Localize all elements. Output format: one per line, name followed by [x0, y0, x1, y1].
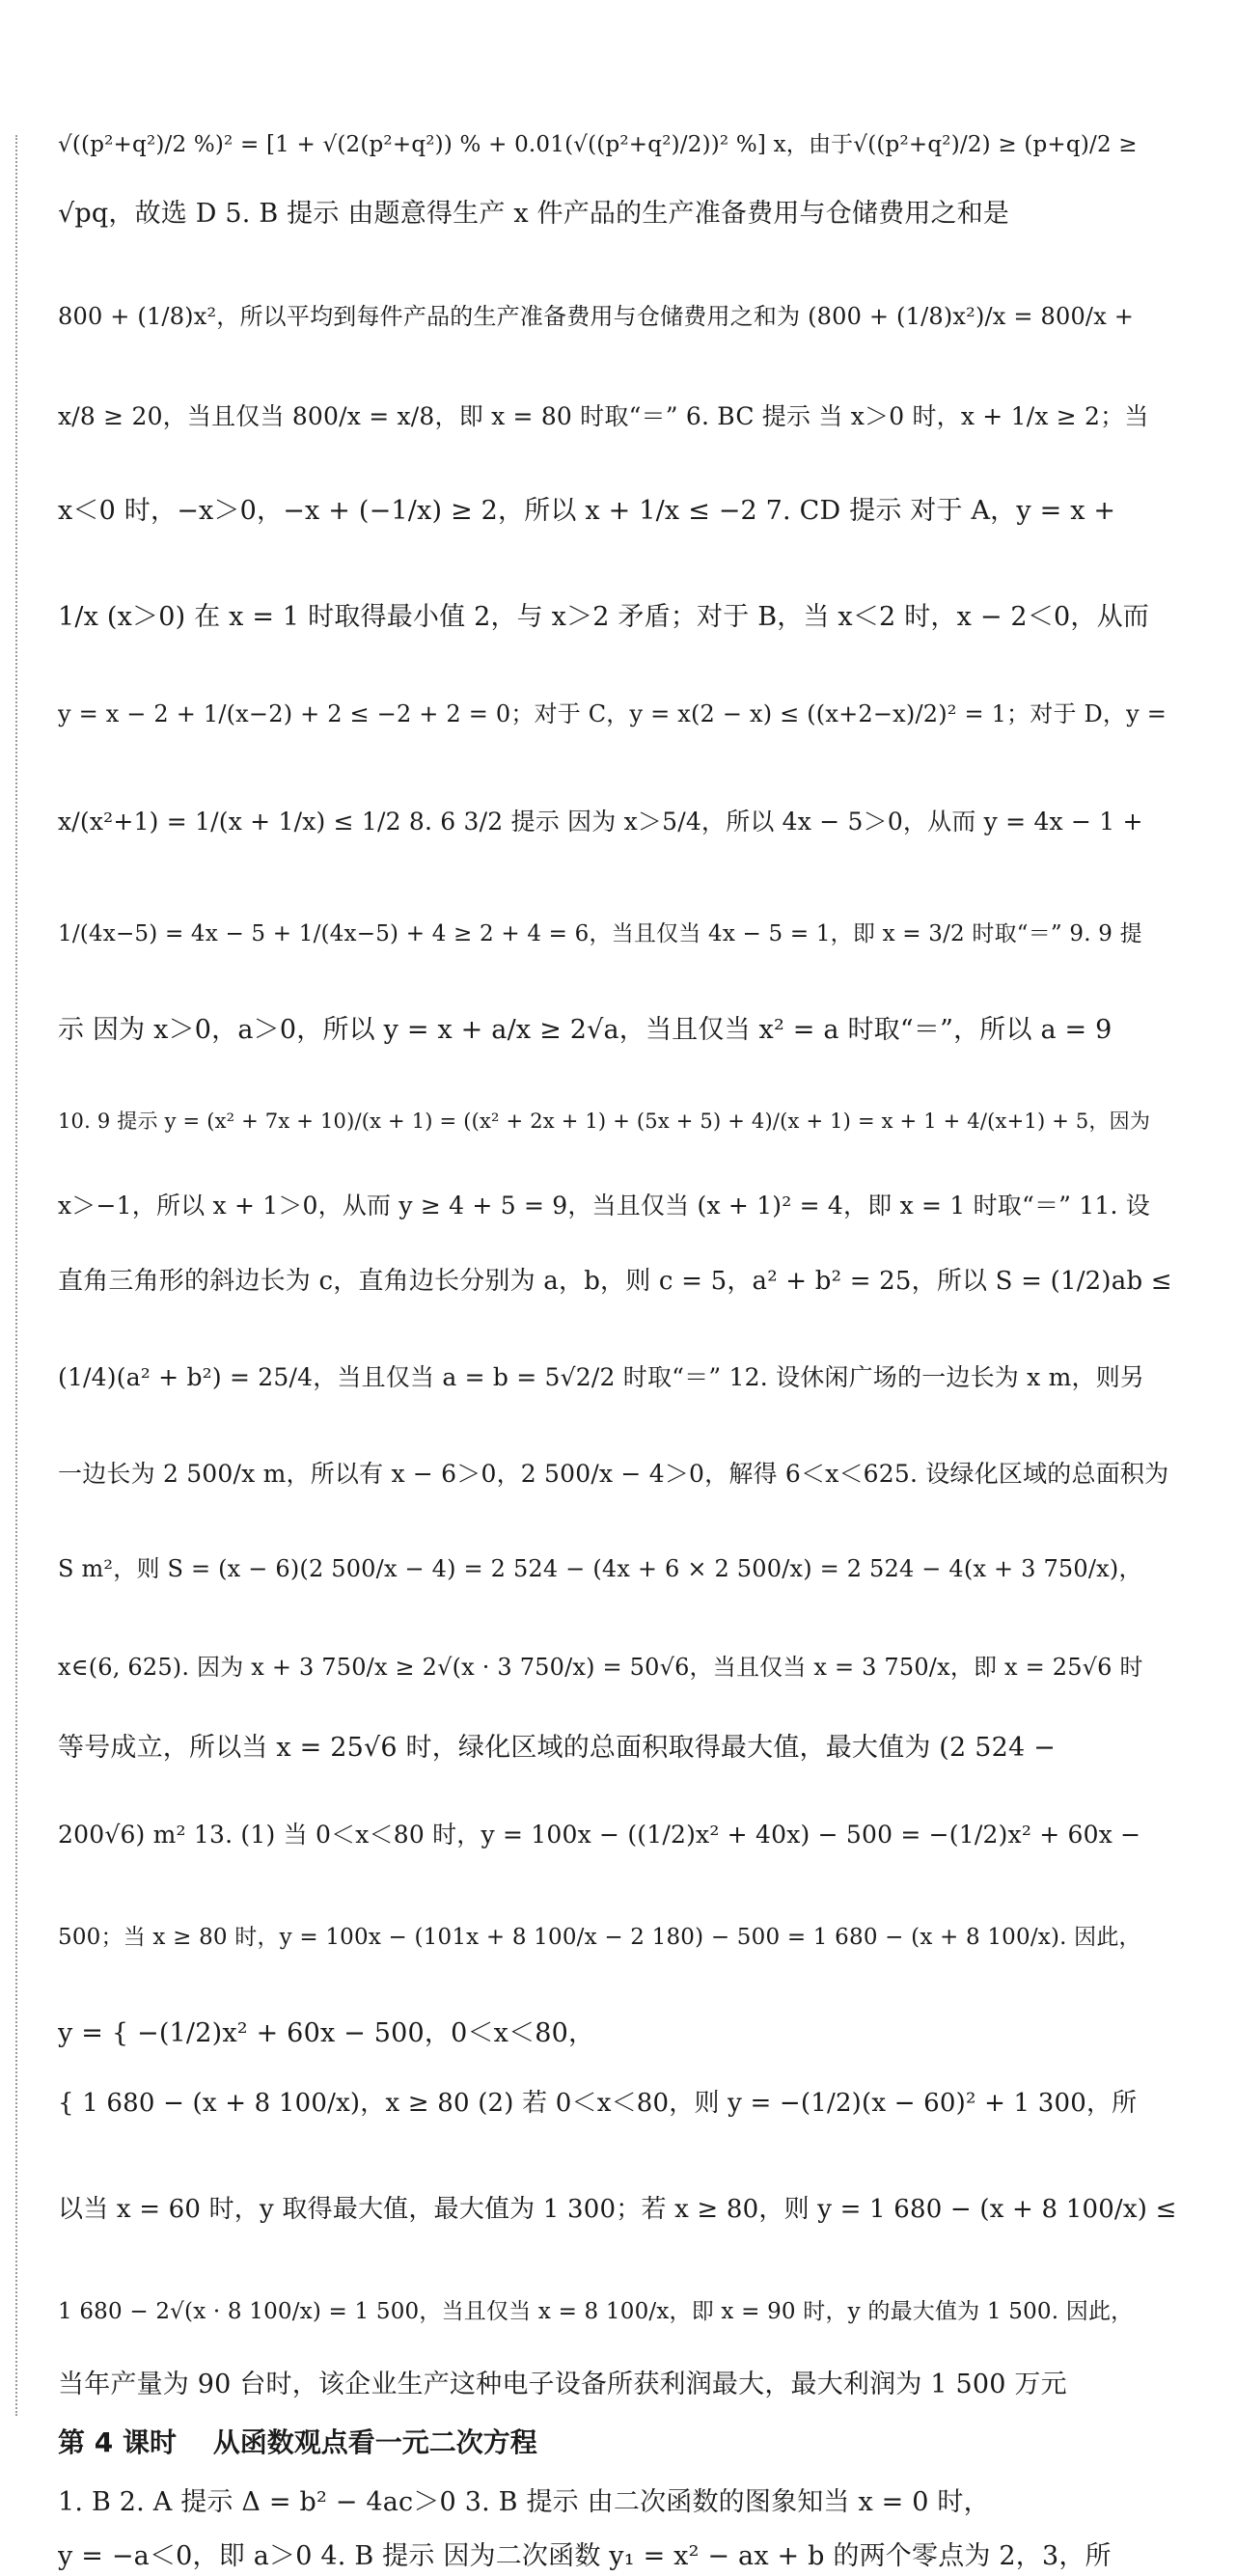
- text-line: x/(x²+1) = 1/(x + 1/x) ≤ 1/2 8. 6 3/2 提示 因为 x＞5/4，所以 4x − 5＞0，从而 y = 4x − 1 +: [58, 808, 1143, 836]
- text-line: 200√6) m² 13. (1) 当 0＜x＜80 时，y = 100x − ((1/2)x² + 40x) − 500 = −(1/2)x² + 60x −: [58, 1821, 1141, 1849]
- lesson-number: 第 4 课时: [58, 2426, 177, 2458]
- text-line: { 1 680 − (x + 8 100/x)，x ≥ 80 (2) 若 0＜x＜80，则 y = −(1/2)(x − 60)² + 1 300，所: [58, 2089, 1138, 2118]
- text-line: 当年产量为 90 台时，该企业生产这种电子设备所获利润最大，最大利润为 1 500 万元: [58, 2370, 1067, 2399]
- text-line: y = −a＜0，即 a＞0 4. B 提示 因为二次函数 y₁ = x² − ax + b 的两个零点为 2，3，所: [58, 2541, 1112, 2571]
- text-line: 500；当 x ≥ 80 时，y = 100x − (101x + 8 100/x − 2 180) − 500 = 1 680 − (x + 8 100/x). 因此，: [58, 1925, 1141, 1950]
- text-line: 1/x (x＞0) 在 x = 1 时取得最小值 2，与 x＞2 矛盾；对于 B，当 x＜2 时，x − 2＜0，从而: [58, 602, 1149, 632]
- text-line: √((p²+q²)/2 %)² = [1 + √(2(p²+q²)) % + 0.01(√((p²+q²)/2))² %] x，由于√((p²+q²)/2) ≥ (p+q)/2 ≥: [58, 132, 1138, 157]
- text-line: 1/(4x−5) = 4x − 5 + 1/(4x−5) + 4 ≥ 2 + 4 = 6，当且仅当 4x − 5 = 1，即 x = 3/2 时取“＝” 9. 9 提: [58, 921, 1142, 946]
- text-line: 等号成立，所以当 x = 25√6 时，绿化区域的总面积取得最大值，最大值为 (2 524 −: [58, 1733, 1056, 1763]
- text-line: (1/4)(a² + b²) = 25/4，当且仅当 a = b = 5√2/2 时取“＝” 12. 设休闲广场的一边长为 x m，则另: [58, 1363, 1145, 1391]
- text-line: 10. 9 提示 y = (x² + 7x + 10)/(x + 1) = ((x² + 2x + 1) + (5x + 5) + 4)/(x + 1) = x + 1 + 4/(x+1) + 5，因为: [58, 1110, 1151, 1133]
- text-line: √pq，故选 D 5. B 提示 由题意得生产 x 件产品的生产准备费用与仓储费用之和是: [58, 199, 1010, 229]
- text-line: y = { −(1/2)x² + 60x − 500，0＜x＜80，: [58, 2018, 595, 2048]
- text-line: x＞−1，所以 x + 1＞0，从而 y ≥ 4 + 5 = 9，当且仅当 (x + 1)² = 4，即 x = 1 时取“＝” 11. 设: [58, 1192, 1150, 1219]
- text-line: x/8 ≥ 20，当且仅当 800/x = x/8，即 x = 80 时取“＝” 6. BC 提示 当 x＞0 时，x + 1/x ≥ 2；当: [58, 402, 1149, 430]
- text-line: 一边长为 2 500/x m，所以有 x − 6＞0，2 500/x − 4＞0，解得 6＜x＜625. 设绿化区域的总面积为: [58, 1460, 1169, 1488]
- text-line: 以当 x = 60 时，y 取得最大值，最大值为 1 300；若 x ≥ 80，则 y = 1 680 − (x + 8 100/x) ≤: [58, 2195, 1177, 2224]
- text-line: x∈(6, 625). 因为 x + 3 750/x ≥ 2√(x · 3 750/x) = 50√6，当且仅当 x = 3 750/x，即 x = 25√6 时: [58, 1654, 1143, 1681]
- margin-dotted-rule: [15, 135, 17, 2416]
- text-line: x＜0 时，−x＞0，−x + (−1/x) ≥ 2，所以 x + 1/x ≤ −2 7. CD 提示 对于 A，y = x +: [58, 496, 1116, 526]
- text-line: 1 680 − 2√(x · 8 100/x) = 1 500，当且仅当 x = 8 100/x，即 x = 90 时，y 的最大值为 1 500. 因此，: [58, 2299, 1134, 2324]
- text-line: y = x − 2 + 1/(x−2) + 2 ≤ −2 + 2 = 0；对于 C，y = x(2 − x) ≤ ((x+2−x)/2)² = 1；对于 D，y =: [58, 700, 1167, 727]
- lesson-title: 从函数观点看一元二次方程: [212, 2426, 537, 2458]
- text-line: 800 + (1/8)x²，所以平均到每件产品的生产准备费用与仓储费用之和为 (800 + (1/8)x²)/x = 800/x +: [58, 303, 1135, 330]
- section-heading: [58, 2424, 1177, 2462]
- text-line: 1. B 2. A 提示 Δ = b² − 4ac＞0 3. B 提示 由二次函数的图象知当 x = 0 时，: [58, 2487, 990, 2517]
- text-line: S m²，则 S = (x − 6)(2 500/x − 4) = 2 524 − (4x + 6 × 2 500/x) = 2 524 − 4(x + 3 750/x)，: [58, 1555, 1142, 1582]
- text-line: 示 因为 x＞0，a＞0，所以 y = x + a/x ≥ 2√a，当且仅当 x² = a 时取“＝”，所以 a = 9: [58, 1015, 1112, 1045]
- text-line: 直角三角形的斜边长为 c，直角边长分别为 a，b，则 c = 5，a² + b² = 25，所以 S = (1/2)ab ≤: [58, 1267, 1172, 1296]
